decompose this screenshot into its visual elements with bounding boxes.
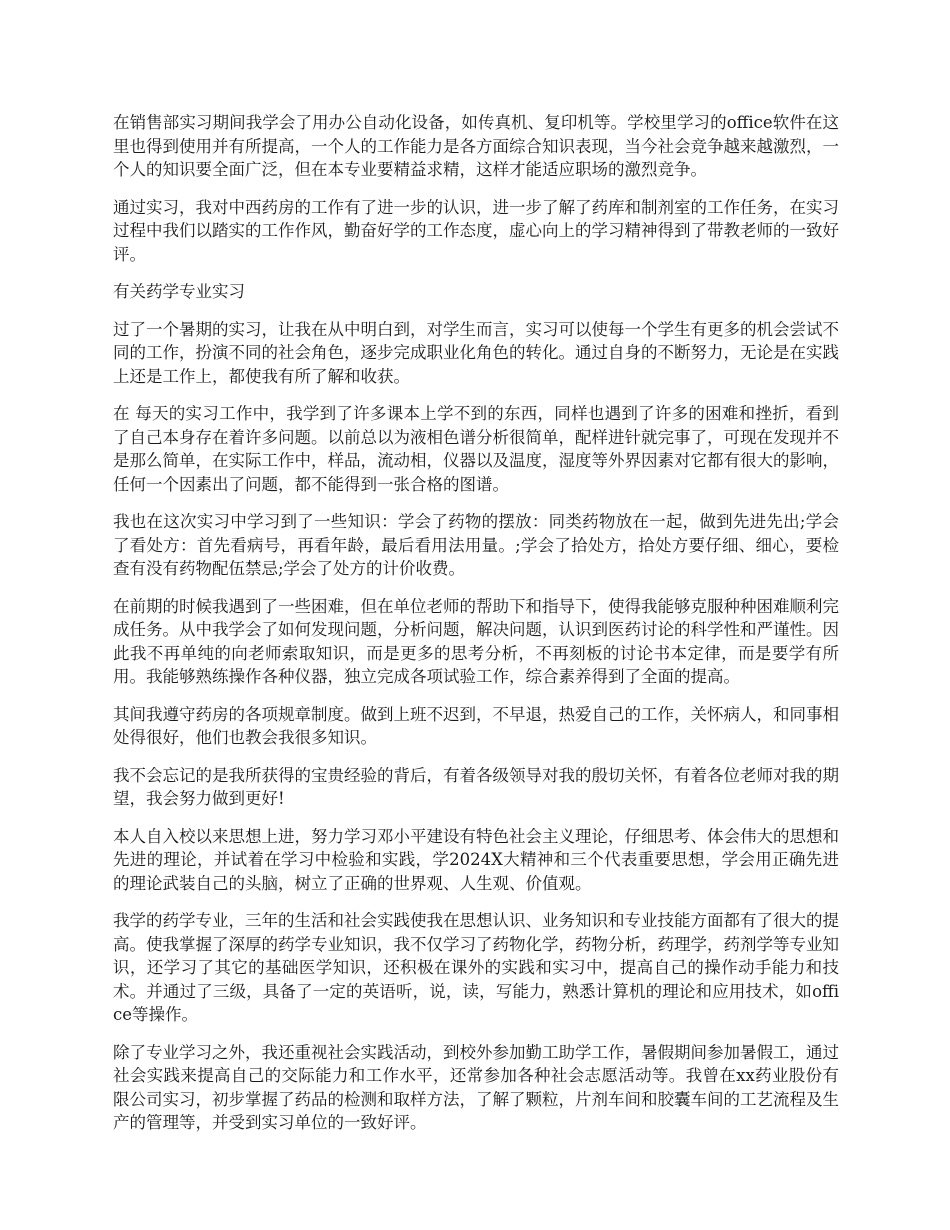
paragraph-major-study: 我学的药学专业，三年的生活和社会实践使我在思想认识、业务知识和专业技能方面都有了很大的提高。使我掌握了深厚的药学专业知识，我不仅学习了药物化学，药物分析，药理学，药剂学等专业知识，还学习了其它的基础医学知识，还积极在课外的实践和实习中，提高自己的操作动手能力和技术。并通过了三级，具备了一定的英语听，说，读，写能力，熟悉计算机的理论和应用技术，如office等操作。 [113, 911, 839, 1024]
paragraph-pharmacy-understanding: 通过实习，我对中西药房的工作有了进一步的认识，进一步了解了药库和制剂室的工作任务，在实习过程中我们以踏实的工作作风，勤奋好学的工作态度，虚心向上的学习精神得到了带教老师的一致好评。 [113, 197, 839, 264]
paragraph-difficulties: 在前期的时候我遇到了一些困难，但在单位老师的帮助下和指导下，使得我能够克服种种困难顺利完成任务。从中我学会了如何发现问题，分析问题，解决问题，认识到医药讨论的科学性和严谨性。因此我不再单纯的向老师索取知识，而是更多的思考分析，不再刻板的讨论书本定律，而是要学有所用。我能够熟练操作各种仪器，独立完成各项试验工作，综合素养得到了全面的提高。 [113, 596, 839, 686]
paragraph-summer-internship: 过了一个暑期的实习，让我在从中明白到，对学生而言，实习可以使每一个学生有更多的机会尝试不同的工作，扮演不同的社会角色，逐步完成职业化角色的转化。通过自身的不断努力，无论是在实践上还是工作上，都使我有所了解和收获。 [113, 319, 839, 386]
paragraph-gratitude: 我不会忘记的是我所获得的宝贵经验的背后，有着各级领导对我的殷切关怀，有着各位老师对我的期望，我会努力做到更好! [113, 765, 839, 808]
paragraph-office-skills: 在销售部实习期间我学会了用办公自动化设备，如传真机、复印机等。学校里学习的office软件在这里也得到使用并有所提高，一个人的工作能力是各方面综合知识表现，当今社会竞争越来越激烈，一个人的知识要全面广泛，但在本专业要精益求精，这样才能适应职场的激烈竞争。 [113, 113, 839, 179]
section-heading: 有关药学专业实习 [113, 282, 245, 301]
paragraph-ideology: 本人自入校以来思想上进，努力学习邓小平建设有特色社会主义理论，仔细思考、体会伟大的思想和先进的理论，并试着在学习中检验和实践，学2024X大精神和三个代表重要思想，学会用正确先进的理论武装自己的头脑，树立了正确的世界观、人生观、价值观。 [113, 826, 839, 893]
paragraph-social-practice: 除了专业学习之外，我还重视社会实践活动，到校外参加勤工助学工作，暑假期间参加暑假工，通过社会实践来提高自己的交际能力和工作水平，还常参加各种社会志愿活动等。我曾在xx药业股份有限公司实习，初步掌握了药品的检测和取样方法，了解了颗粒，片剂车间和胶囊车间的工艺流程及生产的管理等，并受到实习单位的一致好评。 [113, 1042, 839, 1132]
paragraph-knowledge-learned: 我也在这次实习中学习到了一些知识：学会了药物的摆放：同类药物放在一起，做到先进先出;学会了看处方：首先看病号，再看年龄，最后看用法用量。;学会了拾处方，拾处方要仔细、细心，要检查有没有药物配伍禁忌;学会了处方的计价收费。 [113, 512, 839, 578]
paragraph-rules: 其间我遵守药房的各项规章制度。做到上班不迟到，不早退，热爱自己的工作，关怀病人，和同事相处得很好，他们也教会我很多知识。 [113, 704, 839, 747]
paragraph-daily-work: 在 每天的实习工作中，我学到了许多课本上学不到的东西，同样也遇到了许多的困难和挫折，看到了自己本身存在着许多问题。以前总以为液相色谱分析很简单，配样进针就完事了，可现在发现并不是那么简单，在实际工作中，样品，流动相，仪器以及温度，湿度等外界因素对它都有很大的影响，任何一个因素出了问题，都不能得到一张合格的图谱。 [113, 404, 839, 494]
document-page [113, 111, 839, 1149]
